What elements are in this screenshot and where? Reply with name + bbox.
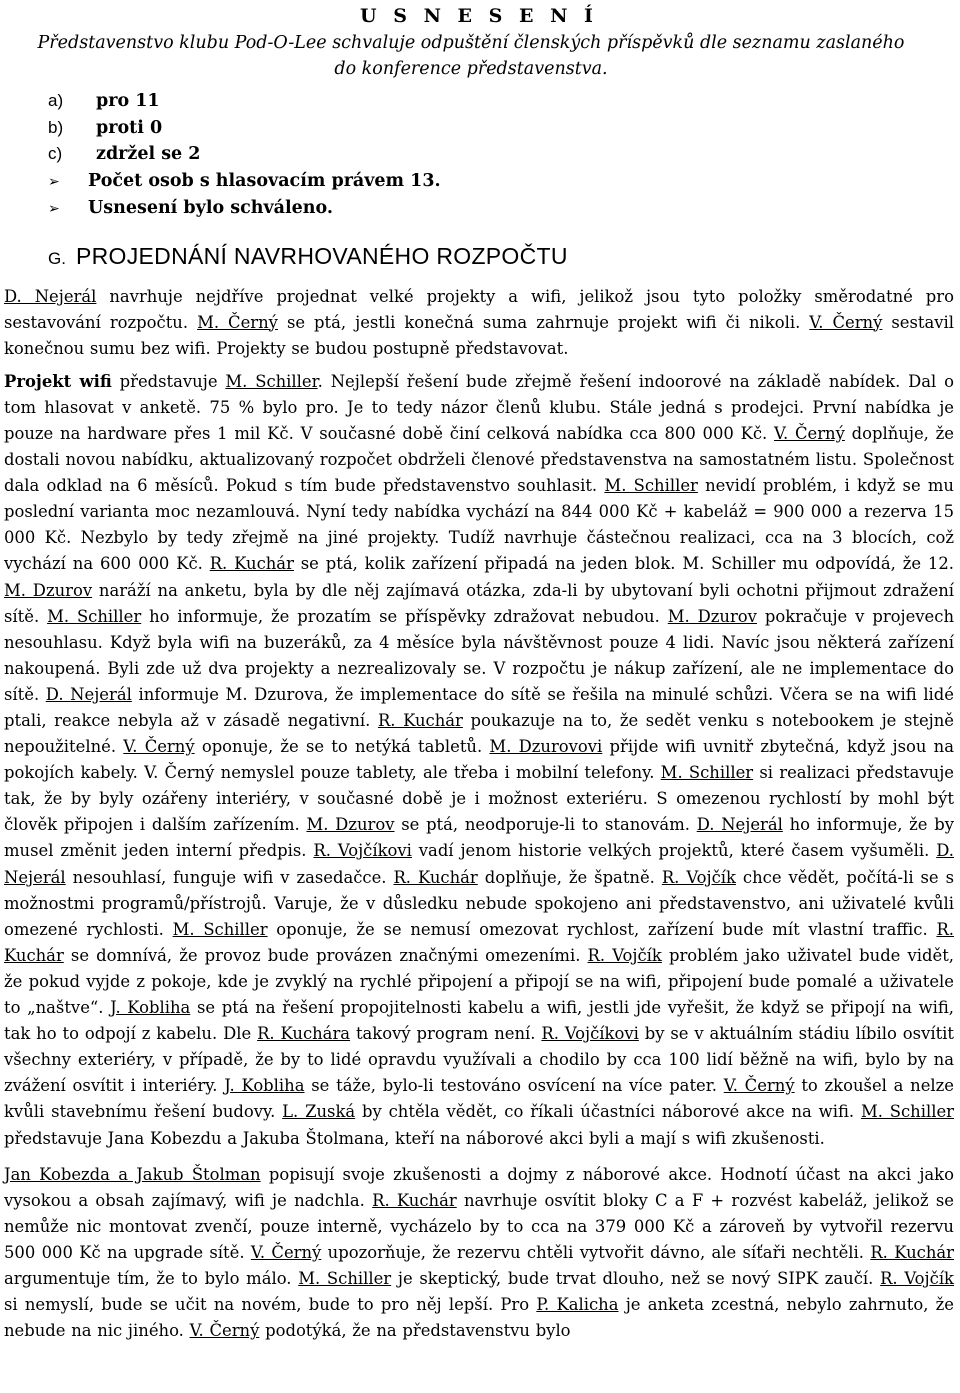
text-run: problém jako uživatel bude vidět, že pokud vyjde z pokoje, kde je zvyklý na rychlé připojení a připojí se na wifi, připojení bude pomalé a uživatele to „naštve“.	[4, 945, 954, 1018]
text-run: je anketa zcestná, nebylo zahrnuto, že nebude na nic jiného.	[4, 1295, 954, 1341]
text-run: se ptá, neodporuje-li to stanovám.	[394, 815, 697, 835]
text-run: představuje Jana Kobezdu a Jakuba Štolmana, kteří na náborové akci byli a mají s wifi zkušenosti.	[4, 1128, 825, 1148]
text-run: . Nejlepší řešení bude zřejmě řešení indoorové na základě nabídek. Dal o tom hlasovat v anketě. 75 % bylo pro. Je to tedy názor členů klubu. Stále jedná s prodejci. První nabídka je pouze na hardware přes 1 mil Kč. V současné době činí celková nabídka cca 800 000 Kč.	[4, 371, 954, 443]
text-run: oponuje, že se nemusí omezovat rychlost, zařízení bude mít vlastní traffic.	[267, 919, 937, 939]
arrow-bullet-icon: ➢	[48, 201, 60, 217]
person-name: R. Vojčík	[587, 945, 662, 965]
person-name: D. Nejerál	[696, 815, 783, 835]
text-run: ho informuje, že prozatím se příspěvky zdražovat nebudou.	[141, 606, 668, 626]
person-name: P. Kalicha	[536, 1295, 619, 1315]
text-run: informuje M. Dzurova, že implementace do sítě se řešila na minulé schůzi. Včera se na wifi lidé ptali, reakce nebyla až v zásadě negativní.	[4, 684, 954, 730]
text-run: se ptá na řešení propojitelnosti kabelu a wifi, jestli jde vyřešit, že když se připojí na wifi, tak ho to odpojí z kabelu. Dle	[4, 998, 954, 1044]
text-run: poukazuje na to, že sedět venku s notebookem je stejně nepoužitelné.	[4, 711, 954, 757]
person-name: J. Kobliha	[110, 998, 191, 1018]
minutes-body	[4, 284, 954, 1345]
text-run: sestavil konečnou sumu bez wifi. Projekty se budou postupně představovat.	[4, 312, 954, 358]
person-name: R. Kuchára	[257, 1024, 351, 1044]
text-run: podotýká, že na představenstvu bylo	[259, 1321, 571, 1341]
text-run: přijde wifi uvnitř zbytečná, když jsou na pokojích kabely. V. Černý nemyslel pouze tablety, ale třeba i mobilní telefony.	[4, 737, 954, 783]
vote-letter: a)	[48, 91, 64, 110]
text-run: naráží na anketu, byla by dle něj zajímavá otázka, zda-li by ubytovaní byli ochotni přijmout zdražení sítě.	[4, 580, 954, 626]
section-title: PROJEDNÁNÍ NAVRHOVANÉHO ROZPOČTU	[76, 242, 568, 269]
paragraph-wifi-project	[4, 369, 954, 1152]
person-name: R. Kuchár	[209, 554, 294, 574]
text-run: popisují svoje zkušenosti a dojmy z náborové akce. Hodnotí účast na akci jako vysokou a obsah zajímavý, wifi je nadchla.	[4, 1164, 954, 1210]
person-name: R. Vojčík	[880, 1268, 954, 1288]
vote-text: proti 0	[96, 117, 163, 138]
person-name: M. Schiller	[604, 476, 698, 496]
vote-text: zdržel se 2	[96, 144, 201, 164]
text-run: by se v aktuálním stádiu líbilo osvítit všechny exteriéry, v případě, že by to lidé opravdu využívali a chodilo by cca 100 lidí běžně na wifi, bylo by na zvážení osvítit i interiéry.	[4, 1024, 954, 1096]
text-run: navrhuje osvítit bloky C a F + rozvést kabeláž, jelikož se nemůže nic montovat zvenčí, pouze interně, vycházelo by to cca na 379 000 Kč a zároveň by vytvořil rezervu 500 000 Kč na upgrade sítě.	[4, 1190, 955, 1262]
person-name: V. Černý	[189, 1321, 260, 1341]
person-name: M. Schiller	[47, 606, 142, 626]
person-name: M. Schiller	[860, 1102, 955, 1122]
person-name: M. Dzurovovi	[489, 737, 603, 757]
vote-letter: b)	[48, 117, 64, 137]
section-letter: G.	[48, 248, 66, 268]
resolution-heading: U S N E S E N Í	[360, 5, 598, 27]
paragraph-intro	[4, 284, 954, 362]
text-run: si nemyslí, bude se učit na novém, bude to pro něj lepší. Pro	[4, 1295, 537, 1315]
vote-item-abstain	[4, 141, 954, 168]
bullet-item-approved	[4, 195, 954, 223]
person-name: V. Černý	[250, 1242, 322, 1262]
vote-letter: c)	[48, 144, 63, 163]
text-run: vadí jenom historie velkých projektů, které časem vyšuměli.	[411, 841, 937, 861]
text-run: oponuje, že se to netýká tabletů.	[194, 737, 490, 757]
text-run: si realizaci představuje tak, že by byly ozářeny interiéry, v současné době je i možnost exteriéru. S omezenou rychlostí by mohl být člověk připojen i dalším zařízením.	[4, 763, 954, 835]
text-run: se táže, bylo-li testováno osvícení na více pater.	[304, 1076, 724, 1096]
person-name: M. Schiller	[225, 371, 318, 391]
text-run: nevidí problém, i když se mu poslední varianta moc nezamlouvá. Nyní tedy nabídka vychází na 844 000 Kč + kabeláž = 900 000 a rezerva 15 000 Kč. Nezbylo by tedy zřejmě na jiné projekty. Tudíž navrhuje částečnou realizaci, cca na 3 blocích, což vychází na 600 000 Kč.	[4, 476, 954, 574]
text-run: je skeptický, bude trvat dlouho, než se nový SIPK zaučí.	[391, 1268, 881, 1288]
person-name: R. Kuchár	[393, 867, 478, 887]
resolution-text: Představenstvo klubu Pod-O-Lee schvaluje odpuštění členských příspěvků dle seznamu zaslaného do konference představenstva.	[37, 33, 905, 79]
person-name: R. Kuchár	[4, 919, 954, 965]
text-run: se ptá, kolik zařízení připadá na jeden blok. M. Schiller mu odpovídá, že 12.	[293, 554, 955, 574]
person-name: M. Černý	[197, 312, 278, 332]
person-name: R. Kuchár	[870, 1242, 954, 1262]
text-run: to zkoušel a nelze kvůli stavebnímu řešení budovy.	[4, 1076, 954, 1122]
person-name: J. Kobliha	[224, 1076, 305, 1096]
person-name: Jan Kobezda a Jakub Štolman	[4, 1164, 261, 1184]
vote-list	[4, 88, 954, 223]
person-name: M. Schiller	[660, 763, 754, 783]
person-name: M. Schiller	[298, 1268, 392, 1288]
topic-label: Projekt wifi	[4, 371, 112, 391]
person-name: R. Vojčíkovi	[541, 1024, 639, 1044]
document-page	[4, 0, 954, 1344]
bullet-item-voters	[4, 168, 954, 196]
person-name: V. Černý	[809, 312, 883, 332]
text-run: se domnívá, že provoz bude provázen značnými omezeními.	[63, 945, 588, 965]
person-name: V. Černý	[123, 737, 195, 757]
text-run: doplňuje, že dostali novou nabídku, aktualizovaný rozpočet obdrželi členové představenstva na samostatném listu. Společnost dala odklad na 6 měsíců. Pokud s tím bude představenstvo souhlasit.	[4, 423, 954, 496]
person-name: M. Dzurov	[306, 815, 395, 835]
text-run: se ptá, jestli konečná suma zahrnuje projekt wifi či nikoli.	[277, 312, 810, 332]
person-name: R. Vojčík	[661, 867, 736, 887]
person-name: V. Černý	[774, 423, 845, 443]
text-run: takový program není.	[350, 1024, 542, 1044]
text-run: by chtěla vědět, co říkali účastníci náborové akce na wifi.	[355, 1102, 861, 1122]
bullet-text: Počet osob s hlasovacím právem 13.	[88, 170, 441, 191]
text-run: upozorňuje, že rezervu chtěli vytvořit dávno, ale síťaři nechtěli.	[321, 1242, 871, 1262]
vote-text: pro 11	[96, 91, 160, 111]
bullet-text: Usnesení bylo schváleno.	[88, 198, 333, 218]
text-run: doplňuje, že špatně.	[477, 867, 662, 887]
text-run: pokračuje v projevech nesouhlasu. Když byla wifi na buzeráků, za 4 měsíce byla návštěvnost pouze 4 lidi. Navíc jsou některá zařízení nakoupená. Byli zde už dva projekty a nezrealizovaly se. V rozpočtu je nákup zařízení, ale ne implementace do sítě.	[4, 606, 954, 704]
section-heading	[4, 243, 954, 277]
person-name: M. Schiller	[172, 919, 268, 939]
text-run: chce vědět, počítá-li se s možnostmi programů/přístrojů. Varuje, že v důsledku nebude spokojeno ani představenstvo, ani uživatelé kvůli omezené rychlosti.	[4, 867, 954, 939]
person-name: L. Zuská	[282, 1102, 356, 1122]
text-run: představuje	[111, 371, 226, 391]
arrow-bullet-icon: ➢	[48, 173, 60, 190]
person-name: D. Nejerál	[4, 841, 954, 887]
person-name: D. Nejerál	[4, 286, 97, 306]
vote-item-for	[4, 88, 954, 115]
person-name: R. Kuchár	[372, 1190, 457, 1210]
person-name: V. Černý	[723, 1076, 795, 1096]
text-run: ho informuje, že by musel změnit jeden interní předpis.	[4, 815, 954, 861]
person-name: R. Kuchár	[377, 711, 463, 730]
text-run: nesouhlasí, funguje wifi v zasedačce.	[65, 867, 394, 887]
paragraph-recruitment	[4, 1162, 954, 1345]
person-name: M. Dzurov	[4, 580, 93, 600]
person-name: R. Vojčíkovi	[313, 841, 412, 861]
person-name: M. Dzurov	[667, 606, 757, 626]
person-name: D. Nejerál	[45, 684, 132, 704]
vote-item-against	[4, 115, 954, 142]
text-run: navrhuje nejdříve projednat velké projekty a wifi, jelikož jsou tyto položky směrodatné pro sestavování rozpočtu.	[4, 286, 954, 332]
text-run: argumentuje tím, že to bylo málo.	[4, 1268, 299, 1288]
